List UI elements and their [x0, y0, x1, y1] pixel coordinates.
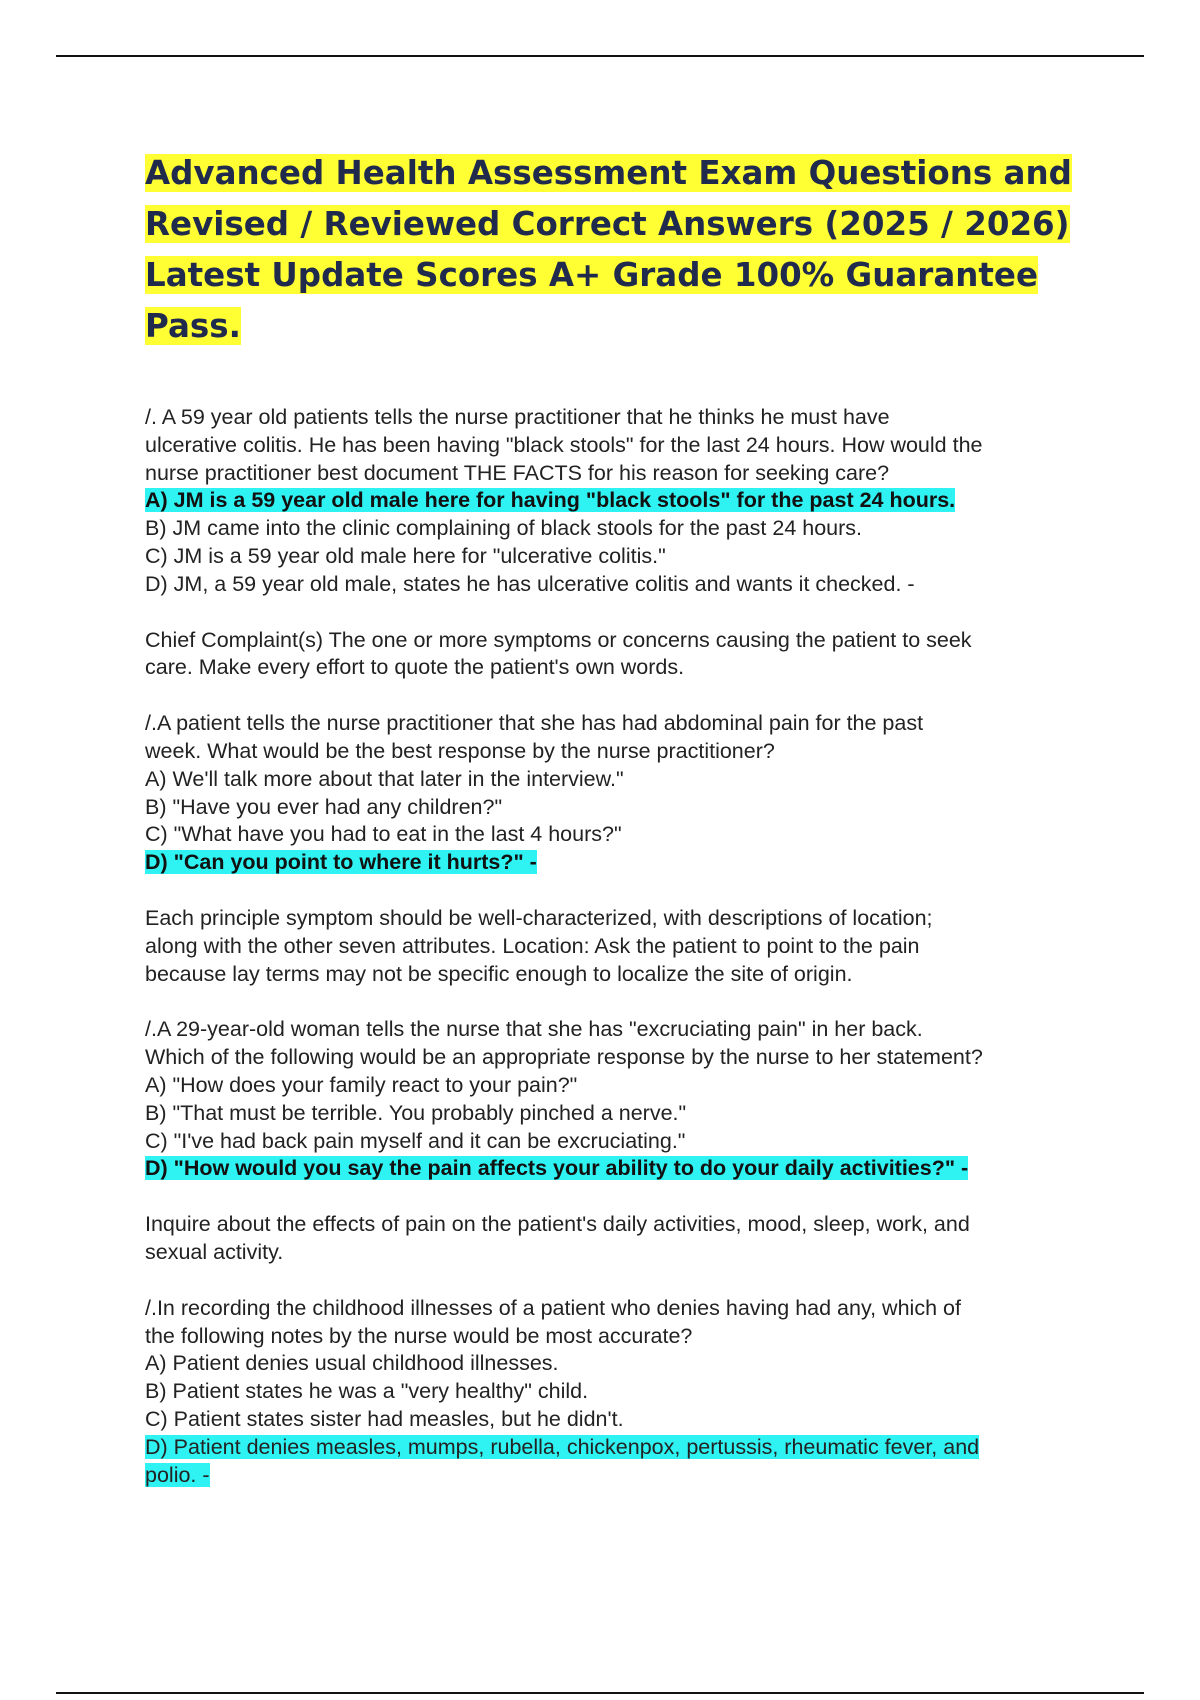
question-stem-line: /.In recording the childhood illnesses of a patient who denies having had any, which of: [145, 1295, 961, 1320]
question-stem-line: the following notes by the nurse would be most accurate?: [145, 1323, 693, 1348]
top-rule: [56, 55, 1144, 57]
title-line: Latest Update Scores A+ Grade 100% Guarantee Pass.: [145, 256, 1039, 345]
answer-option: A) We'll talk more about that later in the interview.": [145, 766, 624, 791]
answer-option: D) JM, a 59 year old male, states he has ulcerative colitis and wants it checked. -: [145, 571, 915, 596]
rationale-3: [145, 1211, 1095, 1267]
rationale-line: Chief Complaint(s) The one or more symptoms or concerns causing the patient to seek: [145, 627, 972, 652]
answer-option: A) Patient denies usual childhood illnesses.: [145, 1351, 559, 1376]
answer-option: C) "I've had back pain myself and it can be excruciating.": [145, 1128, 686, 1153]
rationale-line: care. Make every effort to quote the patient's own words.: [145, 655, 685, 680]
correct-answer-option: D) "How would you say the pain affects your ability to do your daily activities?" -: [145, 1156, 969, 1181]
answer-option: C) JM is a 59 year old male here for "ulcerative colitis.": [145, 543, 666, 568]
title-line: Revised / Reviewed Correct Answers (2025 / 2026): [145, 205, 1070, 243]
answer-option: C) "What have you had to eat in the last 4 hours?": [145, 822, 622, 847]
rationale-2: [145, 905, 1095, 988]
rationale-line: Each principle symptom should be well-characterized, with descriptions of location;: [145, 905, 933, 930]
answer-option: B) Patient states he was a "very healthy" child.: [145, 1379, 589, 1404]
document-body: [145, 148, 1095, 1517]
question-stem-line: nurse practitioner best document THE FACTS for his reason for seeking care?: [145, 460, 890, 485]
question-2: [145, 710, 1095, 877]
answer-option: B) JM came into the clinic complaining of black stools for the past 24 hours.: [145, 516, 863, 541]
correct-answer-option: A) JM is a 59 year old male here for having "black stools" for the past 24 hours.: [145, 488, 956, 513]
answer-option: A) "How does your family react to your pain?": [145, 1072, 578, 1097]
correct-answer-option: polio. -: [145, 1462, 210, 1487]
rationale-line: Inquire about the effects of pain on the patient's daily activities, mood, sleep, work, and: [145, 1212, 970, 1237]
question-stem-line: /. A 59 year old patients tells the nurse practitioner that he thinks he must have: [145, 405, 890, 429]
rationale-line: along with the other seven attributes. Location: Ask the patient to point to the pain: [145, 933, 920, 958]
answer-option: B) "That must be terrible. You probably pinched a nerve.": [145, 1100, 687, 1125]
title-line: Advanced Health Assessment Exam Questions and: [145, 154, 1072, 192]
question-1: [145, 404, 1095, 599]
correct-answer-option: D) "Can you point to where it hurts?" -: [145, 850, 537, 875]
correct-answer-option: D) Patient denies measles, mumps, rubella, chickenpox, pertussis, rheumatic fever, and: [145, 1434, 980, 1459]
question-stem-line: Which of the following would be an appropriate response by the nurse to her statement?: [145, 1045, 983, 1070]
question-3: [145, 1016, 1095, 1183]
rationale-line: sexual activity.: [145, 1239, 284, 1264]
question-stem-line: /.A patient tells the nurse practitioner that she has had abdominal pain for the past: [145, 711, 924, 736]
answer-option: B) "Have you ever had any children?": [145, 794, 503, 819]
bottom-rule: [56, 1692, 1144, 1694]
rationale-line: because lay terms may not be specific enough to localize the site of origin.: [145, 961, 853, 986]
question-stem-line: week. What would be the best response by the nurse practitioner?: [145, 738, 775, 763]
document-title: [145, 148, 1095, 352]
question-4: [145, 1295, 1095, 1490]
question-stem-line: /.A 29-year-old woman tells the nurse that she has "excruciating pain" in her back.: [145, 1017, 923, 1042]
question-stem-line: ulcerative colitis. He has been having "black stools" for the last 24 hours. How would the: [145, 432, 983, 457]
rationale-1: [145, 627, 1095, 683]
answer-option: C) Patient states sister had measles, but he didn't.: [145, 1406, 624, 1431]
